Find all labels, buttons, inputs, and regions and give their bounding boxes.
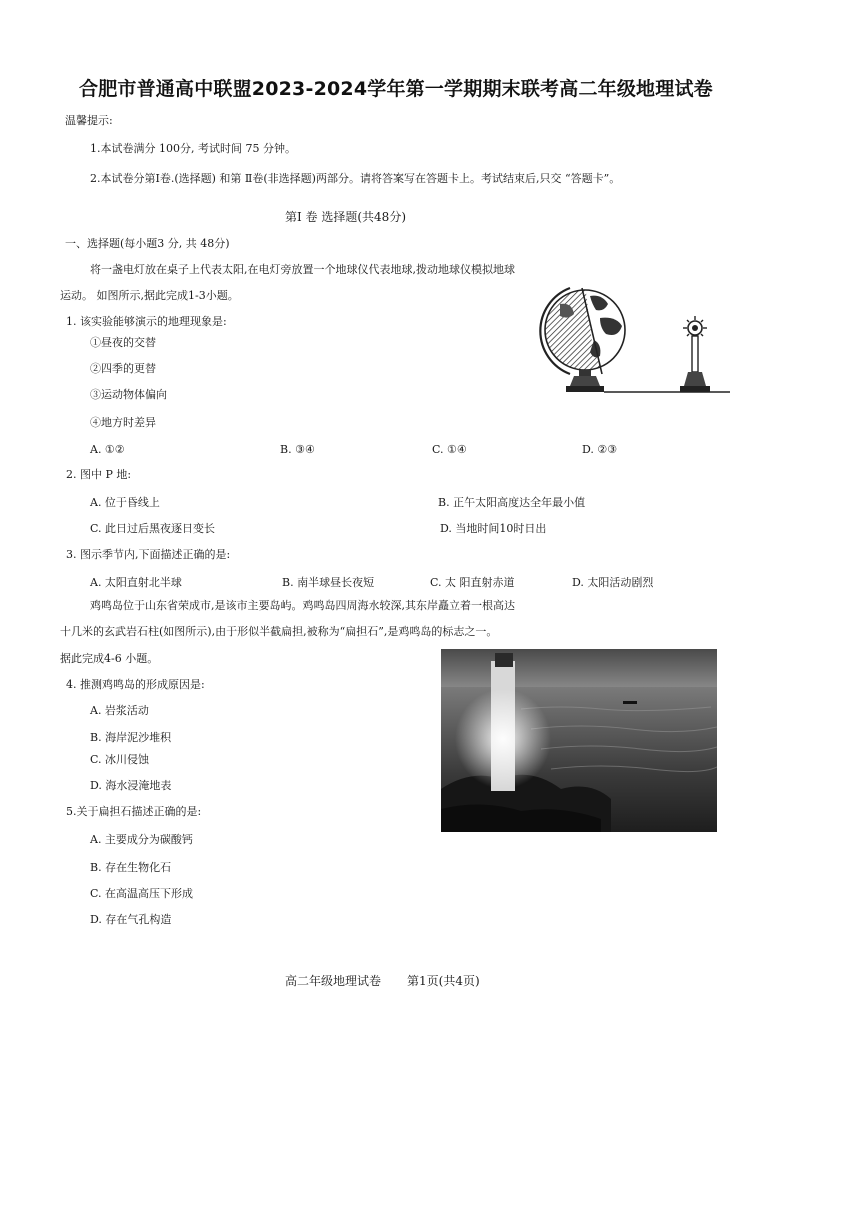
part-title: 一、选择题(每小题3 分, 共 48分)	[65, 237, 230, 250]
q5-option-d: D. 存在气孔构造	[90, 913, 172, 926]
q3-option-a: A. 太阳直射北半球	[90, 576, 182, 589]
q4-option-b: B. 海岸泥沙堆积	[90, 731, 172, 744]
q1-option-d: D. ②③	[582, 443, 618, 456]
q3-stem: 3. 图示季节内,下面描述正确的是:	[66, 548, 231, 561]
q5-stem: 5.关于扁担石描述正确的是:	[66, 805, 202, 818]
q5-option-b: B. 存在生物化石	[90, 861, 172, 874]
q3-option-c: C. 太 阳直射赤道	[430, 576, 515, 589]
q5-option-c: C. 在高温高压下形成	[90, 887, 194, 900]
q4-stem: 4. 推测鸡鸣岛的形成原因是:	[66, 678, 205, 691]
section-title: 第Ⅰ 卷 选择题(共48分)	[285, 210, 407, 224]
page-number: 第1页(共4页)	[407, 974, 480, 988]
q2-option-a: A. 位于昏线上	[90, 496, 160, 509]
q1-stem: 1. 该实验能够演示的地理现象是:	[66, 315, 227, 328]
material1-line-1: 将一盏电灯放在桌子上代表太阳,在电灯旁放置一个地球仪代表地球,拨动地球仪模拟地球	[90, 263, 515, 276]
q2-option-b: B. 正午太阳高度达全年最小值	[438, 496, 586, 509]
q3-option-d: D. 太阳活动剧烈	[572, 576, 654, 589]
material2-line-3: 据此完成4-6 小题。	[60, 652, 159, 665]
q5-option-a: A. 主要成分为碳酸钙	[90, 833, 193, 846]
q2-stem: 2. 图中 P 地:	[66, 468, 132, 481]
material2-line-1: 鸡鸣岛位于山东省荣成市,是该市主要岛屿。鸡鸣岛四周海水较深,其东岸矗立着一根高达	[90, 599, 515, 612]
notice-heading: 温馨提示:	[65, 114, 113, 127]
q3-option-b: B. 南半球昼长夜短	[282, 576, 375, 589]
q1-item-4: ④地方时差异	[90, 416, 156, 429]
q4-option-a: A. 岩浆活动	[90, 704, 149, 717]
q1-option-c: C. ①④	[432, 443, 467, 456]
page-title: 合肥市普通高中联盟2023-2024学年第一学期期末联考高二年级地理试卷	[79, 78, 713, 100]
footer-title: 高二年级地理试卷	[285, 974, 382, 988]
q1-item-1: ①昼夜的交替	[90, 336, 156, 349]
q4-option-d: D. 海水浸淹地表	[90, 779, 172, 792]
q1-option-b: B. ③④	[280, 443, 315, 456]
q2-option-c: C. 此日过后黑夜逐日变长	[90, 522, 216, 535]
notice-item-2: 2.本试卷分第Ⅰ卷.(选择题) 和第 Ⅱ卷(非选择题)两部分。请将答案写在答题卡上。考试结束后,只交 “答题卡”。	[90, 172, 621, 185]
material2-line-2: 十几米的玄武岩石柱(如图所示),由于形似半截扁担,被称为“扁担石”,是鸡鸣岛的标志之一。	[60, 625, 498, 638]
q4-option-c: C. 冰川侵蚀	[90, 753, 150, 766]
material1-line-2: 运动。 如图所示,据此完成1-3小题。	[60, 289, 239, 302]
q1-item-3: ③运动物体偏向	[90, 388, 167, 401]
q1-item-2: ②四季的更替	[90, 362, 156, 375]
q1-option-a: A. ①②	[90, 443, 125, 456]
island-rock-photo	[441, 649, 717, 832]
q2-option-d: D. 当地时间10时日出	[440, 522, 547, 535]
notice-item-1: 1.本试卷满分 100分, 考试时间 75 分钟。	[90, 142, 296, 155]
globe-lamp-figure	[530, 282, 730, 400]
